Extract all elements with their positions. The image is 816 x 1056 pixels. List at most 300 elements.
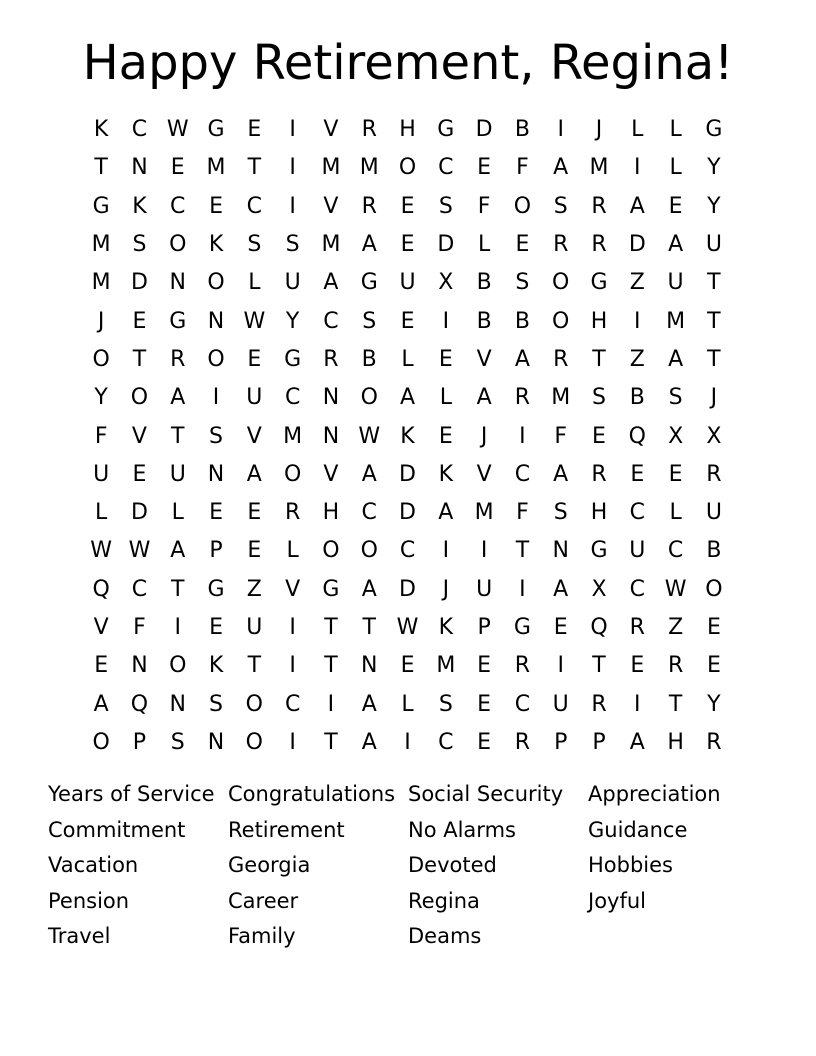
grid-letter[interactable]: O xyxy=(130,385,149,411)
grid-letter[interactable]: P xyxy=(554,729,568,755)
grid-letter[interactable]: I xyxy=(212,385,220,411)
grid-letter[interactable]: E xyxy=(553,615,568,640)
grid-letter[interactable]: B xyxy=(476,270,492,296)
grid-letter[interactable]: E xyxy=(247,538,262,564)
grid-letter[interactable]: C xyxy=(399,538,416,564)
grid-letter[interactable]: W xyxy=(396,615,419,640)
grid-letter[interactable]: U xyxy=(399,270,416,296)
grid-letter[interactable]: G xyxy=(169,308,187,334)
grid-letter[interactable]: O xyxy=(207,270,225,296)
grid-letter[interactable]: A xyxy=(668,232,684,258)
grid-letter[interactable]: V xyxy=(476,461,492,487)
grid-letter[interactable]: R xyxy=(629,615,645,640)
grid-letter[interactable]: S xyxy=(553,500,568,526)
grid-letter[interactable]: Y xyxy=(707,691,721,717)
grid-letter[interactable]: N xyxy=(207,308,225,334)
grid-letter[interactable]: W xyxy=(664,576,687,602)
grid-letter[interactable]: L xyxy=(171,500,184,526)
grid-letter[interactable]: C xyxy=(323,308,339,334)
grid-letter[interactable]: G xyxy=(360,270,378,296)
grid-letter[interactable]: O xyxy=(169,653,187,679)
grid-letter[interactable]: E xyxy=(668,193,683,219)
grid-letter[interactable]: E xyxy=(170,155,185,181)
grid-row xyxy=(82,685,733,723)
grid-letter[interactable]: H xyxy=(667,729,684,755)
grid-letter[interactable]: C xyxy=(284,691,301,717)
grid-letter[interactable]: E xyxy=(438,346,453,372)
grid-letter[interactable]: K xyxy=(208,653,224,679)
grid-letter[interactable]: R xyxy=(591,193,607,219)
grid-letter[interactable]: E xyxy=(132,308,147,334)
grid-letter[interactable]: T xyxy=(324,729,338,755)
grid-letter[interactable]: E xyxy=(94,653,109,679)
grid-letter[interactable]: S xyxy=(285,232,300,258)
grid-letter[interactable]: E xyxy=(515,232,530,258)
grid-letter[interactable]: C xyxy=(438,155,454,181)
grid-letter[interactable]: A xyxy=(361,461,377,487)
grid-letter[interactable]: A xyxy=(361,691,377,717)
grid-letter[interactable]: W xyxy=(166,117,189,143)
grid-letter[interactable]: U xyxy=(705,500,722,526)
grid-letter[interactable]: K xyxy=(438,615,454,640)
grid-letter[interactable]: N xyxy=(169,691,186,717)
grid-letter[interactable]: V xyxy=(93,615,109,640)
grid-letter[interactable]: I xyxy=(480,538,488,564)
grid-letter[interactable]: S xyxy=(132,232,147,258)
grid-letter[interactable]: M xyxy=(436,653,456,679)
grid-letter[interactable]: Q xyxy=(130,691,149,717)
grid-letter[interactable]: G xyxy=(284,346,302,372)
grid-letter[interactable]: M xyxy=(91,270,111,296)
grid-letter[interactable]: K xyxy=(132,193,147,219)
grid-letter[interactable]: Y xyxy=(94,385,108,411)
grid-letter[interactable]: L xyxy=(669,117,682,143)
grid-letter[interactable]: J xyxy=(97,308,105,334)
grid-letter[interactable]: F xyxy=(94,423,108,449)
grid-letter[interactable]: V xyxy=(323,461,339,487)
word-bank-item: Pension xyxy=(48,888,130,913)
grid-letter[interactable]: G xyxy=(705,117,723,143)
grid-letter[interactable]: E xyxy=(706,653,721,679)
grid-letter[interactable]: A xyxy=(553,461,569,487)
grid-letter[interactable]: Y xyxy=(707,155,721,181)
grid-letter[interactable]: W xyxy=(128,538,151,564)
grid-letter[interactable]: V xyxy=(323,117,339,143)
grid-letter[interactable]: J xyxy=(480,423,488,449)
grid-letter[interactable]: A xyxy=(629,193,645,219)
grid-letter[interactable]: B xyxy=(514,308,530,334)
grid-letter[interactable]: I xyxy=(289,615,296,640)
grid-letter[interactable]: Y xyxy=(285,308,300,334)
grid-letter[interactable]: R xyxy=(706,729,722,755)
grid-letter[interactable]: R xyxy=(553,346,569,372)
grid-letter[interactable]: T xyxy=(171,576,185,602)
grid-letter[interactable]: B xyxy=(706,538,722,564)
grid-letter[interactable]: N xyxy=(360,653,378,679)
grid-letter[interactable]: N xyxy=(131,653,148,679)
grid-letter[interactable]: W xyxy=(243,308,266,334)
grid-letter[interactable]: C xyxy=(629,500,645,526)
grid-letter[interactable]: C xyxy=(514,461,531,487)
grid-letter[interactable]: H xyxy=(590,500,608,526)
grid-letter[interactable]: L xyxy=(631,117,644,143)
grid-letter[interactable]: T xyxy=(707,346,721,372)
grid-letter[interactable]: L xyxy=(439,385,452,411)
grid-letter[interactable]: U xyxy=(476,576,493,602)
grid-letter[interactable]: T xyxy=(592,346,606,372)
grid-letter[interactable]: F xyxy=(516,155,529,181)
word-bank-item: Deams xyxy=(408,924,482,948)
grid-letter[interactable]: O xyxy=(513,193,532,219)
grid-letter[interactable]: O xyxy=(245,691,263,717)
grid-letter[interactable]: D xyxy=(437,232,455,258)
grid-letter[interactable]: S xyxy=(438,691,453,717)
word-bank-item: Georgia xyxy=(228,853,311,877)
grid-letter[interactable]: L xyxy=(401,691,414,717)
grid-letter[interactable]: S xyxy=(209,423,224,449)
grid-letter[interactable]: A xyxy=(668,346,684,372)
grid-letter[interactable]: M xyxy=(359,155,379,181)
grid-letter[interactable]: R xyxy=(553,232,569,258)
grid-letter[interactable]: S xyxy=(170,729,185,755)
grid-letter[interactable]: D xyxy=(628,232,646,258)
grid-letter[interactable]: C xyxy=(438,729,454,755)
grid-letter[interactable]: V xyxy=(285,576,301,602)
grid-letter[interactable]: S xyxy=(438,193,453,219)
grid-letter[interactable]: I xyxy=(519,576,526,602)
grid-letter[interactable]: D xyxy=(130,500,148,526)
grid-letter[interactable]: C xyxy=(131,117,148,143)
grid-letter[interactable]: O xyxy=(552,308,570,334)
grid-letter[interactable]: M xyxy=(321,232,341,258)
grid-letter[interactable]: R xyxy=(284,500,301,526)
grid-letter[interactable]: R xyxy=(514,729,531,755)
grid-letter[interactable]: R xyxy=(591,232,607,258)
grid-letter[interactable]: Q xyxy=(590,615,608,640)
grid-letter[interactable]: A xyxy=(361,729,377,755)
grid-letter[interactable]: K xyxy=(400,423,415,449)
grid-letter[interactable]: G xyxy=(207,576,225,602)
grid-letter[interactable]: G xyxy=(92,193,110,219)
grid-letter[interactable]: T xyxy=(132,346,147,372)
grid-letter[interactable]: M xyxy=(283,423,303,449)
grid-letter[interactable]: P xyxy=(209,538,223,564)
grid-letter[interactable]: U xyxy=(629,538,646,564)
grid-letter[interactable]: Z xyxy=(246,576,262,602)
grid-letter[interactable]: I xyxy=(289,193,296,219)
grid-letter[interactable]: R xyxy=(706,461,722,487)
grid-letter[interactable]: A xyxy=(93,691,109,717)
grid-letter[interactable]: E xyxy=(209,615,223,640)
grid-letter[interactable]: E xyxy=(477,653,492,679)
grid-letter[interactable]: R xyxy=(361,117,377,143)
grid-letter[interactable]: J xyxy=(710,385,718,411)
grid-letter[interactable]: E xyxy=(209,500,223,526)
grid-letter[interactable]: Z xyxy=(668,615,684,640)
grid-letter[interactable]: T xyxy=(362,615,376,640)
grid-letter[interactable]: V xyxy=(323,193,339,219)
grid-letter[interactable]: I xyxy=(174,615,181,640)
grid-letter[interactable]: R xyxy=(667,653,684,679)
grid-letter[interactable]: G xyxy=(590,538,608,564)
grid-letter[interactable]: R xyxy=(591,461,607,487)
grid-letter[interactable]: R xyxy=(514,653,531,679)
grid-letter[interactable]: I xyxy=(289,117,296,143)
grid-letter[interactable]: G xyxy=(322,576,340,602)
word-bank-item: Retirement xyxy=(228,817,345,842)
grid-letter[interactable]: P xyxy=(477,615,491,640)
grid-letter[interactable]: M xyxy=(321,155,341,181)
grid-letter[interactable]: Q xyxy=(628,423,646,449)
grid-letter[interactable]: I xyxy=(442,538,450,564)
grid-letter[interactable]: I xyxy=(327,691,335,717)
grid-letter[interactable]: O xyxy=(92,346,110,372)
grid-letter[interactable]: C xyxy=(131,576,148,602)
grid-letter[interactable]: U xyxy=(93,461,110,487)
grid-letter[interactable]: O xyxy=(360,385,378,411)
grid-letter[interactable]: M xyxy=(474,500,494,526)
grid-letter[interactable]: V xyxy=(131,423,147,449)
grid-letter[interactable]: T xyxy=(247,653,262,679)
grid-letter[interactable]: E xyxy=(438,423,453,449)
grid-letter[interactable]: R xyxy=(591,691,607,717)
grid-letter[interactable]: I xyxy=(557,653,564,679)
grid-letter[interactable]: F xyxy=(516,500,529,526)
grid-letter[interactable]: W xyxy=(358,423,381,449)
grid-letter[interactable]: N xyxy=(207,729,225,755)
grid-letter[interactable]: I xyxy=(289,155,296,181)
grid-letter[interactable]: O xyxy=(169,232,187,258)
grid-letter[interactable]: B xyxy=(361,346,377,372)
grid-letter[interactable]: T xyxy=(707,270,721,296)
grid-letter[interactable]: A xyxy=(170,385,186,411)
grid-letter[interactable]: O xyxy=(245,729,263,755)
grid-letter[interactable]: G xyxy=(590,270,608,296)
grid-letter[interactable]: I xyxy=(557,117,564,143)
grid-letter[interactable]: F xyxy=(477,193,491,219)
grid-letter[interactable]: H xyxy=(399,117,416,143)
grid-letter[interactable]: E xyxy=(400,308,415,334)
grid-letter[interactable]: R xyxy=(514,385,531,411)
grid-letter[interactable]: E xyxy=(209,193,223,219)
grid-letter[interactable]: A xyxy=(361,576,377,602)
grid-letter[interactable]: I xyxy=(634,308,641,334)
grid-letter[interactable]: Z xyxy=(629,270,645,296)
grid-letter[interactable]: U xyxy=(284,270,301,296)
grid-letter[interactable]: P xyxy=(132,729,147,755)
grid-letter[interactable]: A xyxy=(170,538,186,564)
grid-row xyxy=(82,188,733,226)
grid-letter[interactable]: L xyxy=(477,232,491,258)
grid-letter[interactable]: U xyxy=(552,691,569,717)
grid-letter[interactable]: A xyxy=(629,729,645,755)
grid-letter[interactable]: M xyxy=(91,232,111,258)
grid-letter[interactable]: A xyxy=(246,461,262,487)
grid-letter[interactable]: M xyxy=(206,155,226,181)
grid-letter[interactable]: A xyxy=(476,385,492,411)
grid-letter[interactable]: H xyxy=(590,308,608,334)
grid-letter[interactable]: H xyxy=(322,500,340,526)
grid-row xyxy=(82,379,733,417)
grid-letter[interactable]: A xyxy=(514,346,530,372)
grid-letter[interactable]: E xyxy=(400,232,415,258)
grid-letter[interactable]: X xyxy=(591,576,607,602)
grid-letter[interactable]: D xyxy=(399,576,416,602)
grid-letter[interactable]: S xyxy=(362,308,377,334)
grid-letter[interactable]: C xyxy=(170,193,186,219)
grid-letter[interactable]: O xyxy=(283,461,302,487)
grid-letter[interactable]: N xyxy=(552,538,569,564)
grid-letter[interactable]: V xyxy=(476,346,492,372)
grid-letter[interactable]: E xyxy=(477,691,492,717)
grid-letter[interactable]: S xyxy=(209,691,224,717)
grid-letter[interactable]: O xyxy=(207,346,225,372)
grid-letter[interactable]: E xyxy=(247,117,262,143)
grid-letter[interactable]: A xyxy=(361,232,377,258)
grid-letter[interactable]: D xyxy=(399,461,416,487)
grid-letter[interactable]: T xyxy=(94,155,108,181)
grid-letter[interactable]: B xyxy=(476,308,492,334)
grid-letter[interactable]: U xyxy=(667,270,684,296)
grid-letter[interactable]: L xyxy=(248,270,261,296)
grid-letter[interactable]: T xyxy=(668,691,683,717)
grid-letter[interactable]: U xyxy=(246,385,263,411)
word-bank-item: Guidance xyxy=(588,817,688,842)
grid-letter[interactable]: G xyxy=(437,117,455,143)
grid-letter[interactable]: V xyxy=(246,423,262,449)
grid-letter[interactable]: O xyxy=(705,576,723,602)
grid-letter[interactable]: T xyxy=(592,653,606,679)
grid-letter[interactable]: A xyxy=(553,576,569,602)
grid-letter[interactable]: D xyxy=(130,270,148,296)
grid-letter[interactable]: R xyxy=(170,346,186,372)
grid-letter[interactable]: T xyxy=(171,423,185,449)
grid-letter[interactable]: E xyxy=(247,346,262,372)
grid-letter[interactable]: N xyxy=(207,461,225,487)
grid-letter[interactable]: O xyxy=(398,155,417,181)
grid-letter[interactable]: I xyxy=(289,653,296,679)
grid-letter[interactable]: I xyxy=(404,729,411,755)
grid-letter[interactable]: F xyxy=(554,423,568,449)
grid-letter[interactable]: M xyxy=(589,155,609,181)
grid-letter[interactable]: T xyxy=(324,653,338,679)
grid-letter[interactable]: L xyxy=(669,500,682,526)
grid-letter[interactable]: E xyxy=(630,461,645,487)
grid-letter[interactable]: L xyxy=(401,346,414,372)
grid-letter[interactable]: R xyxy=(361,193,377,219)
grid-letter[interactable]: B xyxy=(514,117,530,143)
grid-letter[interactable]: U xyxy=(705,232,722,258)
grid-letter[interactable]: L xyxy=(95,500,108,526)
grid-letter[interactable]: I xyxy=(519,423,526,449)
grid-letter[interactable]: S xyxy=(553,193,568,219)
grid-letter[interactable]: E xyxy=(668,461,683,487)
grid-letter[interactable]: B xyxy=(629,385,645,411)
page-title: Happy Retirement, Regina! xyxy=(82,35,734,91)
grid-letter[interactable]: E xyxy=(132,461,147,487)
grid-letter[interactable]: O xyxy=(360,538,378,564)
grid-letter[interactable]: F xyxy=(133,615,146,640)
grid-letter[interactable]: E xyxy=(400,653,415,679)
grid-letter[interactable]: U xyxy=(169,461,186,487)
grid-letter[interactable]: C xyxy=(629,576,645,602)
grid-letter[interactable]: T xyxy=(515,538,530,564)
grid-letter[interactable]: O xyxy=(92,729,110,755)
grid-letter[interactable]: S xyxy=(247,232,262,258)
grid-letter[interactable]: P xyxy=(592,729,606,755)
grid-letter[interactable]: I xyxy=(634,691,641,717)
grid-letter[interactable]: A xyxy=(553,155,569,181)
grid-letter[interactable]: K xyxy=(438,461,454,487)
grid-letter[interactable]: A xyxy=(323,270,339,296)
grid-row xyxy=(82,456,733,494)
grid-letter[interactable]: J xyxy=(595,117,603,143)
grid-letter[interactable]: S xyxy=(592,385,606,411)
grid-letter[interactable]: O xyxy=(322,538,340,564)
grid-letter[interactable]: E xyxy=(592,423,606,449)
grid-letter[interactable]: X xyxy=(668,423,684,449)
grid-letter[interactable]: E xyxy=(477,155,492,181)
grid-letter[interactable]: C xyxy=(284,385,301,411)
grid-letter[interactable]: L xyxy=(286,538,299,564)
grid-letter[interactable]: Y xyxy=(707,193,721,219)
grid-letter[interactable]: N xyxy=(322,423,340,449)
grid-letter[interactable]: E xyxy=(477,729,492,755)
grid-letter[interactable]: A xyxy=(399,385,416,411)
grid-letter[interactable]: I xyxy=(442,308,450,334)
grid-letter[interactable]: K xyxy=(93,117,109,143)
grid-letter[interactable]: N xyxy=(322,385,340,411)
grid-letter[interactable]: D xyxy=(475,117,493,143)
grid-letter[interactable]: D xyxy=(399,500,416,526)
grid-letter[interactable]: Z xyxy=(629,346,645,372)
grid-letter[interactable]: Q xyxy=(92,576,110,602)
grid-letter[interactable]: U xyxy=(246,615,263,640)
grid-letter[interactable]: G xyxy=(207,117,225,143)
grid-letter[interactable]: A xyxy=(438,500,454,526)
grid-letter[interactable]: T xyxy=(247,155,262,181)
grid-letter[interactable]: C xyxy=(246,193,263,219)
grid-row xyxy=(82,609,733,647)
grid-letter[interactable]: T xyxy=(707,308,721,334)
grid-letter[interactable]: X xyxy=(706,423,722,449)
grid-letter[interactable]: K xyxy=(208,232,224,258)
grid-letter[interactable]: O xyxy=(552,270,570,296)
grid-letter[interactable]: S xyxy=(668,385,683,411)
grid-letter[interactable]: E xyxy=(247,500,262,526)
grid-letter[interactable]: C xyxy=(667,538,684,564)
grid-letter[interactable]: C xyxy=(361,500,377,526)
grid-letter[interactable]: G xyxy=(513,615,531,640)
grid-letter[interactable]: N xyxy=(131,155,148,181)
grid-letter[interactable]: E xyxy=(400,193,415,219)
grid-letter[interactable]: S xyxy=(515,270,530,296)
grid-letter[interactable]: M xyxy=(551,385,571,411)
grid-letter[interactable]: M xyxy=(666,308,686,334)
grid-letter[interactable]: J xyxy=(442,576,450,602)
grid-letter[interactable]: N xyxy=(169,270,186,296)
grid-letter[interactable]: C xyxy=(514,691,531,717)
grid-letter[interactable]: L xyxy=(669,155,682,181)
grid-letter[interactable]: I xyxy=(289,729,296,755)
grid-letter[interactable]: E xyxy=(630,653,645,679)
grid-letter[interactable]: R xyxy=(323,346,339,372)
grid-letter[interactable]: T xyxy=(324,615,338,640)
grid-letter[interactable]: W xyxy=(90,538,113,564)
grid-letter[interactable]: I xyxy=(634,155,641,181)
grid-letter[interactable]: E xyxy=(706,615,721,640)
grid-letter[interactable]: X xyxy=(438,270,454,296)
